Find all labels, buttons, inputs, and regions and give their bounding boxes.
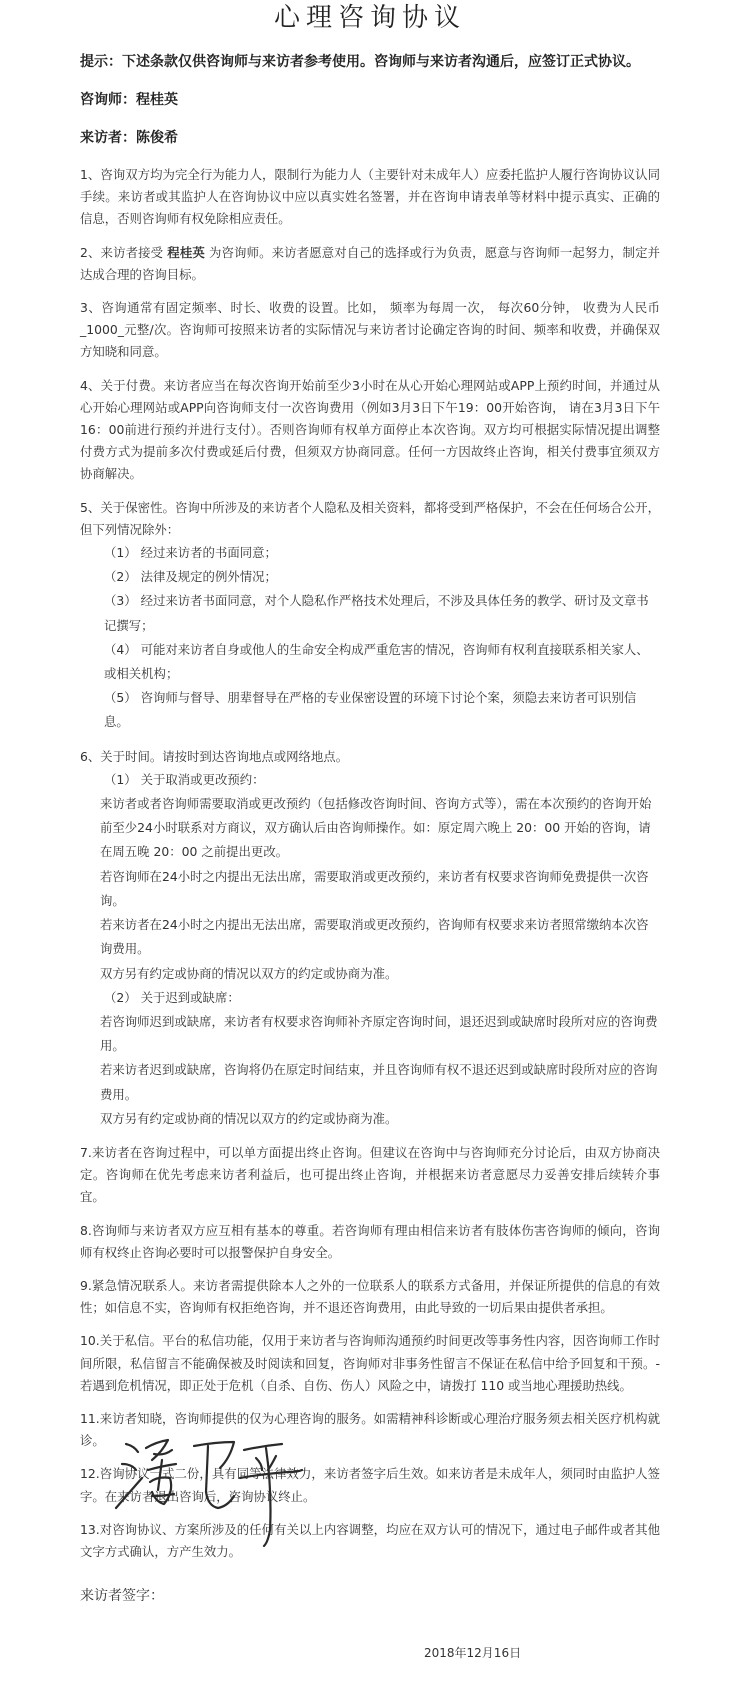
clause-2-pre: 2、来访者接受 [80,244,168,260]
clause-11: 11.来访者知晓，咨询师提供的仅为心理咨询的服务。如需精神科诊断或心理治疗服务须去相关医疗机构就诊。 [80,1410,660,1449]
clause-2-counselor-name: 程桂英 [167,244,205,260]
clause-13: 13.对咨询协议、方案所涉及的任何有关以上内容调整，均应在双方认可的情况下，通过电子邮件或者其他文字方式确认，方产生效力。 [80,1521,660,1559]
clause-1: 1、咨询双方均为完全行为能力人，限制行为能力人（主要针对未成年人）应委托监护人履行咨询协议认同手续。来访者或其监护人在咨询协议中应以真实姓名签署，并在咨询申请表单等材料中提示真实、正确的信息，否则咨询师有权免除相应责任。 [80,167,660,227]
document-title: 心理咨询协议 [273,3,466,33]
counselor-line: 咨询师：程桂英 [80,92,178,108]
clause-5-item: （3） 经过来访者书面同意，对个人隐私作严格技术处理后，不涉及具体任务的教学、研讨及文章书记撰写； [104,593,649,633]
clause-12: 12.咨询协议一式二份，具有同等法律效力，来访者签字后生效。如来访者是未成年人，须同时由监护人签字。在来访者退出咨询后，咨询协议终止。 [80,1466,660,1504]
clause-6-sub2-line: 若来访者迟到或缺席，咨询将仍在原定时间结束，并且咨询师有权不退还迟到或缺席时段所对应的咨询费用。 [100,1062,658,1102]
clause-8: 8.咨询师与来访者双方应互相有基本的尊重。若咨询师有理由相信来访者有肢体伤害咨询师的倾向，咨询师有权终止咨询必要时可以报警保护自身安全。 [80,1222,660,1260]
clause-6-sub2-title: （2） 关于迟到或缺席： [104,989,240,1005]
clause-6-sub1-title: （1） 关于取消或更改预约： [104,771,265,787]
clause-6-sub1-line: 双方另有约定或协商的情况以双方的约定或协商为准。 [100,965,398,981]
tip-notice: 提示：下述条款仅供咨询师与来访者参考使用。咨询师与来访者沟通后，应签订正式协议。 [80,54,640,70]
clause-10: 10.关于私信。平台的私信功能，仅用于来访者与咨询师沟通预约时间更改等事务性内容，因咨询师工作时间所限，私信留言不能确保被及时阅读和回复，咨询师对非事务性留言不保证在私信中给予回复和干预。- 若遇到危机情况，即正处于危机（自杀、自伤、伤人）风险之中，请拨打 110 或当地心理援助热线。 [80,1333,660,1393]
clause-6: 6、关于时间。请按时到达咨询地点或网络地点。 [80,748,349,764]
client-line: 来访者：陈俊希 [80,130,178,146]
clause-6-sub2-line: 若咨询师迟到或缺席，来访者有权要求咨询师补齐原定咨询时间，退还迟到或缺席时段所对应的咨询费用。 [100,1013,658,1054]
clause-6-sub1-line: 若来访者在24小时之内提出无法出席，需要取消或更改预约，咨询师有权要求来访者照常缴纳本次咨询费用。 [100,917,649,957]
clause-7: 7.来访者在咨询过程中，可以单方面提出终止咨询。但建议在咨询中与咨询师充分讨论后，由双方协商决定。咨询师在优先考虑来访者利益后，也可提出终止咨询，并根据来访者意愿尽力妥善安排后续转介事宜。 [80,1144,660,1205]
client-signature-label: 来访者签字： [80,1588,164,1605]
clause-6-sub1-line: 来访者或者咨询师需要取消或更改预约（包括修改咨询时间、咨询方式等），需在本次预约的咨询开始前至少24小时联系对方商议，双方确认后由咨询师操作。如：原定周六晚上 20：00 开始的咨询，请在周五晚 20：00 之前提出更改。 [100,796,652,860]
clause-4: 4、关于付费。来访者应当在每次咨询开始前至少3小时在从心开始心理网站或APP上预约时间，并通过从心开始心理网站或APP向咨询师支付一次咨询费用（例如3月3日下午19：00开始咨询， 请在3月3日下午16：00前进行预约并进行支付）。否则咨询师有权单方面停止本次咨询。双方均可根据实际情况提出调整付费方式为提前多次付费或延后付费，但须双方协商同意。任何一方因故终止咨询，相关付费事宜须双方协商解决。 [80,377,660,482]
clause-5-item: （4） 可能对来访者自身或他人的生命安全构成严重危害的情况，咨询师有权利直接联系相关家人、或相关机构； [104,641,649,682]
clause-5-items [80,541,660,735]
clause-5-item: （2） 法律及规定的例外情况； [104,569,277,585]
clause-6-sub1-line: 若咨询师在24小时之内提出无法出席，需要取消或更改预约，来访者有权要求咨询师免费提供一次咨询。 [100,868,649,908]
clause-5: 5、关于保密性。咨询中所涉及的来访者个人隐私及相关资料，都将受到严格保护，不会在任何场合公开，但下列情况除外： [80,499,660,537]
clause-3: 3、咨询通常有固定频率、时长、收费的设置。比如， 频率为每周一次， 每次60分钟， 收费为人民币_1000_元整/次。咨询师可按照来访者的实际情况与来访者讨论确定咨询的时间、频率和收费，并确保双方知晓和同意。 [80,300,660,360]
clause-2-post: 为咨询师。来访者愿意对自己的选择或行为负责，愿意与咨询师一起努力，制定并达成合理的咨询目标。 [80,244,660,282]
handwritten-signature [112,1430,332,1550]
clause-6-sub2-line: 双方另有约定或协商的情况以双方的约定或协商为准。 [100,1110,398,1126]
clause-2 [80,242,660,286]
clause-5-item: （5） 咨询师与督导、朋辈督导在严格的专业保密设置的环境下讨论个案，须隐去来访者可识别信息。 [104,690,637,730]
signing-date: 2018年12月16日 [424,1646,522,1660]
clause-9: 9.紧急情况联系人。来访者需提供除本人之外的一位联系人的联系方式备用，并保证所提供的信息的有效性；如信息不实，咨询师有权拒绝咨询，并不退还咨询费用，由此导致的一切后果由提供者承担。 [80,1277,660,1316]
clause-5-item: （1） 经过来访者的书面同意； [104,545,277,561]
